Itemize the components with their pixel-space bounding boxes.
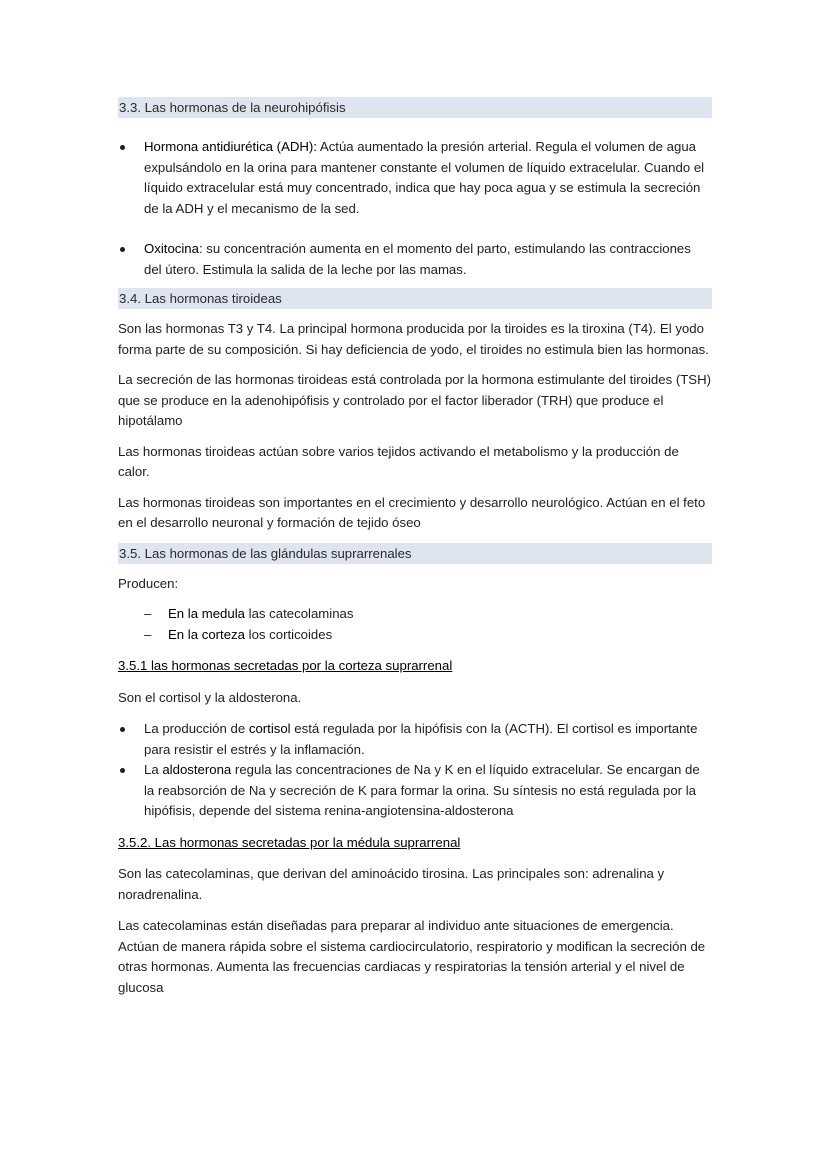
section-title: Las hormonas tiroideas <box>144 291 282 306</box>
section-heading-3-5 <box>118 543 712 564</box>
item-text: regula las concentraciones de Na y K en el líquido extracelular. Se encargan de la reabsorción de Na y secreción de K para formar la orina. Su síntesis no está regulada por la hipófisis, depende del sistema renina-angiotensina-aldosterona <box>144 762 700 818</box>
list-item-oxitocina <box>118 239 712 280</box>
paragraph: Son las catecolaminas, que derivan del aminoácido tirosina. Las principales son: adrenalina y noradrenalina. <box>118 866 665 902</box>
list-item-cortisol <box>118 719 712 760</box>
paragraph: Las hormonas tiroideas actúan sobre varios tejidos activando el metabolismo y la producción de calor. <box>118 443 679 479</box>
item-text: está regulada por la hipófisis con la (ACTH). El cortisol es importante para resistir el estrés y la inflamación. <box>144 721 698 757</box>
section-number: 3.3. <box>119 100 141 115</box>
bullet-list-corteza <box>118 719 712 822</box>
term-corteza: En la corteza <box>168 626 245 642</box>
section-heading-3-4 <box>118 288 712 309</box>
list-item-corteza <box>118 625 712 646</box>
section-title: Las hormonas de las glándulas suprarrenales <box>144 545 412 561</box>
list-item-medula <box>118 604 712 625</box>
section-number: 3.5. <box>119 545 141 561</box>
section-title: Las hormonas de la neurohipófisis <box>144 100 346 115</box>
term-medula: En la medula <box>168 606 245 621</box>
item-text: Actúa aumentado la presión arterial. Regula el volumen de agua expulsándolo en la orina para mantener constante el volumen de líquido extracelular. Cuando el líquido extracelular está muy concentrado, indica que hay poca agua y se estimula la secreción de la ADH y el mecanismo de la sed. <box>144 139 705 216</box>
item-text: La producción de <box>144 721 249 736</box>
paragraph: La secreción de las hormonas tiroideas está controlada por la hormona estimulante del tiroides (TSH) que se produce en la adenohipófisis y controlado por el factor liberador (TRH) que produce el hipotálamo <box>118 372 712 428</box>
term-oxitocina: Oxitocina <box>144 241 199 256</box>
dash-list <box>118 604 712 645</box>
subheading-3-5-1: 3.5.1 las hormonas secretadas por la corteza suprarrenal <box>118 658 453 673</box>
term-cortisol: cortisol <box>248 721 291 736</box>
bullet-list-neurohipofisis <box>118 137 712 280</box>
document-page <box>118 97 712 998</box>
subheading-3-5-2: 3.5.2. Las hormonas secretadas por la médula suprarrenal <box>118 834 461 850</box>
paragraph: Son el cortisol y la aldosterona. <box>118 689 302 705</box>
item-text: La <box>144 762 163 777</box>
paragraph: Producen: <box>118 575 179 591</box>
item-text: las catecolaminas <box>244 606 354 621</box>
term-aldosterona: aldosterona <box>162 762 232 777</box>
list-item-adh <box>118 137 712 219</box>
term-adh: Hormona antidiurética (ADH): <box>144 139 317 154</box>
item-text: los corticoides <box>244 626 333 642</box>
section-number: 3.4. <box>119 291 141 306</box>
paragraph: Son las hormonas T3 y T4. La principal hormona producida por la tiroides es la tiroxina (T4). El yodo forma parte de su composición. Si hay deficiencia de yodo, el tiroides no estimula bien las hormonas. <box>118 321 709 357</box>
list-item-aldosterona <box>118 760 712 822</box>
paragraph: Las catecolaminas están diseñadas para preparar al individuo ante situaciones de emergencia. Actúan de manera rápida sobre el sistema cardiocirculatorio, respiratorio y modifican la secreción de otras hormonas. Aumenta las frecuencias cardiacas y respiratorias la tensión arterial y el nivel de glucosa <box>118 918 706 995</box>
item-text: : su concentración aumenta en el momento del parto, estimulando las contracciones del útero. Estimula la salida de la leche por las mamas. <box>144 241 691 277</box>
section-heading-3-3 <box>118 97 712 118</box>
paragraph: Las hormonas tiroideas son importantes en el crecimiento y desarrollo neurológico. Actúan en el feto en el desarrollo neuronal y formación de tejido óseo <box>118 494 706 530</box>
